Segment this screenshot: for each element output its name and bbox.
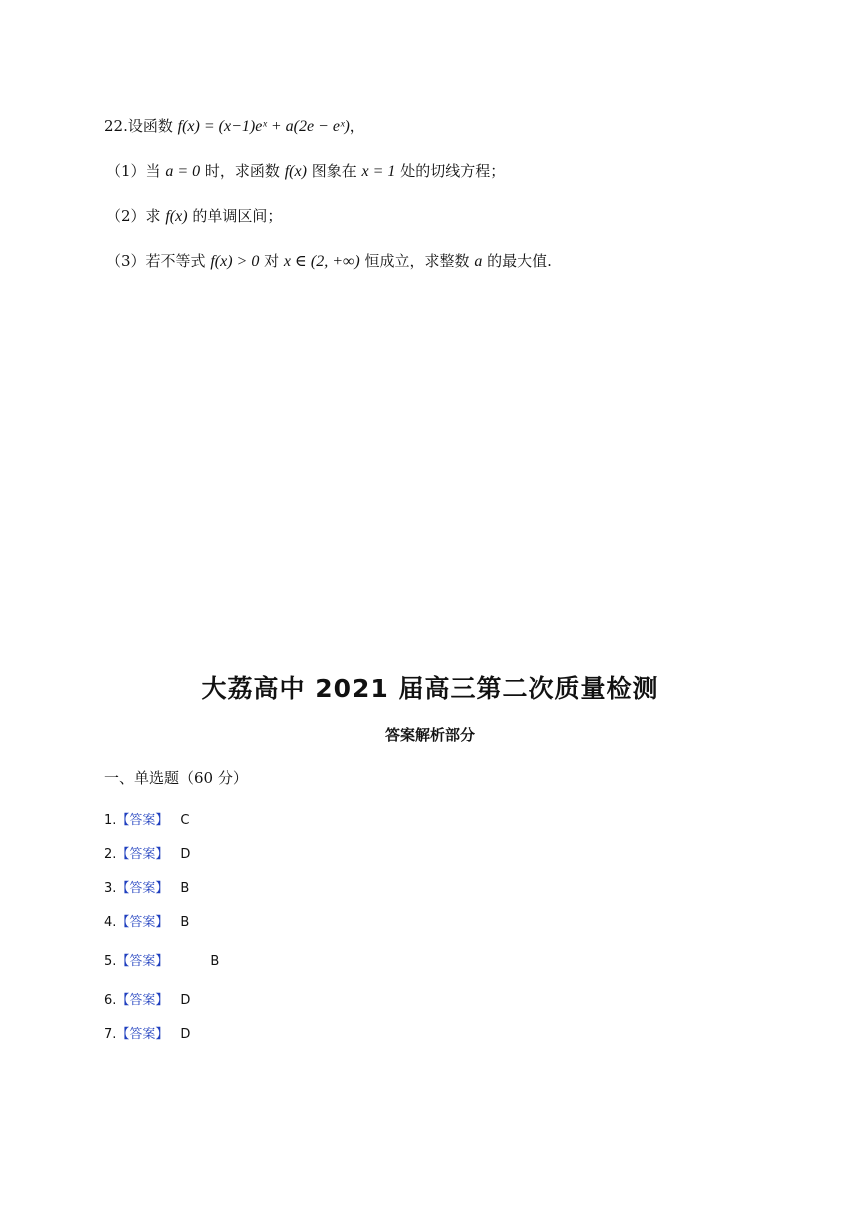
answer-tag: 【答案】: [116, 993, 169, 1008]
page-subtitle: 答案解析部分: [384, 726, 475, 744]
answer-number: 1.: [104, 813, 117, 828]
answer-tag: 【答案】: [116, 915, 169, 930]
problem-part-3: [106, 251, 552, 272]
answer-item: [104, 953, 219, 971]
part-math: a = 0: [165, 163, 201, 180]
answer-value: D: [180, 847, 191, 862]
part-text: 图象在: [311, 162, 357, 180]
problem-statement: [104, 116, 365, 137]
part-label: （3）: [106, 252, 146, 270]
answer-value: B: [180, 881, 190, 896]
part-text: 当: [145, 162, 161, 180]
part-text: 时，求函数: [204, 162, 280, 180]
answer-number: 5.: [104, 954, 117, 969]
answer-item: [104, 914, 189, 932]
answer-item: [104, 812, 190, 830]
problem-intro-end: ，: [349, 117, 365, 135]
answer-value: C: [180, 813, 190, 828]
part-text: 的最大值.: [487, 252, 552, 270]
problem-part-2: [106, 206, 282, 227]
answer-tag: 【答案】: [116, 813, 169, 828]
answer-tag: 【答案】: [116, 881, 169, 896]
part-math: x = 1: [361, 163, 396, 180]
part-math: x ∈ (2, +∞): [283, 253, 360, 270]
part-math: f(x): [284, 163, 307, 180]
section-heading: 一、单选题（60 分）: [104, 769, 248, 787]
answer-number: 7.: [104, 1027, 117, 1042]
problem-intro-text: 设函数: [127, 117, 173, 135]
part-text: 的单调区间；: [192, 207, 283, 225]
answer-item: [104, 992, 190, 1010]
answer-value: D: [180, 993, 191, 1008]
function-formula: f(x) = (x−1)eˣ + a(2e − eˣ): [177, 118, 350, 135]
part-text: 对: [264, 252, 280, 270]
answer-item: [104, 846, 190, 864]
answer-value: D: [180, 1027, 191, 1042]
answer-tag: 【答案】: [116, 847, 169, 862]
answer-item: [104, 1026, 190, 1044]
part-text: 恒成立，求整数: [364, 252, 470, 270]
problem-number: 22.: [104, 117, 128, 135]
answer-value: B: [210, 954, 220, 969]
part-text: 若不等式: [145, 252, 206, 270]
part-text: 处的切线方程；: [400, 162, 506, 180]
part-math: f(x) > 0: [210, 253, 260, 270]
part-label: （2）: [106, 207, 146, 225]
answer-tag: 【答案】: [116, 954, 169, 969]
page-title: 大荔高中 2021 届高三第二次质量检测: [201, 674, 659, 703]
answer-number: 2.: [104, 847, 117, 862]
answer-value: B: [180, 915, 190, 930]
answer-tag: 【答案】: [116, 1027, 169, 1042]
part-text: 求: [145, 207, 161, 225]
answer-number: 6.: [104, 993, 117, 1008]
answer-item: [104, 880, 189, 898]
part-math: f(x): [165, 208, 188, 225]
problem-part-1: [106, 161, 505, 182]
answer-number: 4.: [104, 915, 117, 930]
answer-number: 3.: [104, 881, 117, 896]
part-math: a: [474, 253, 483, 270]
part-label: （1）: [106, 162, 146, 180]
